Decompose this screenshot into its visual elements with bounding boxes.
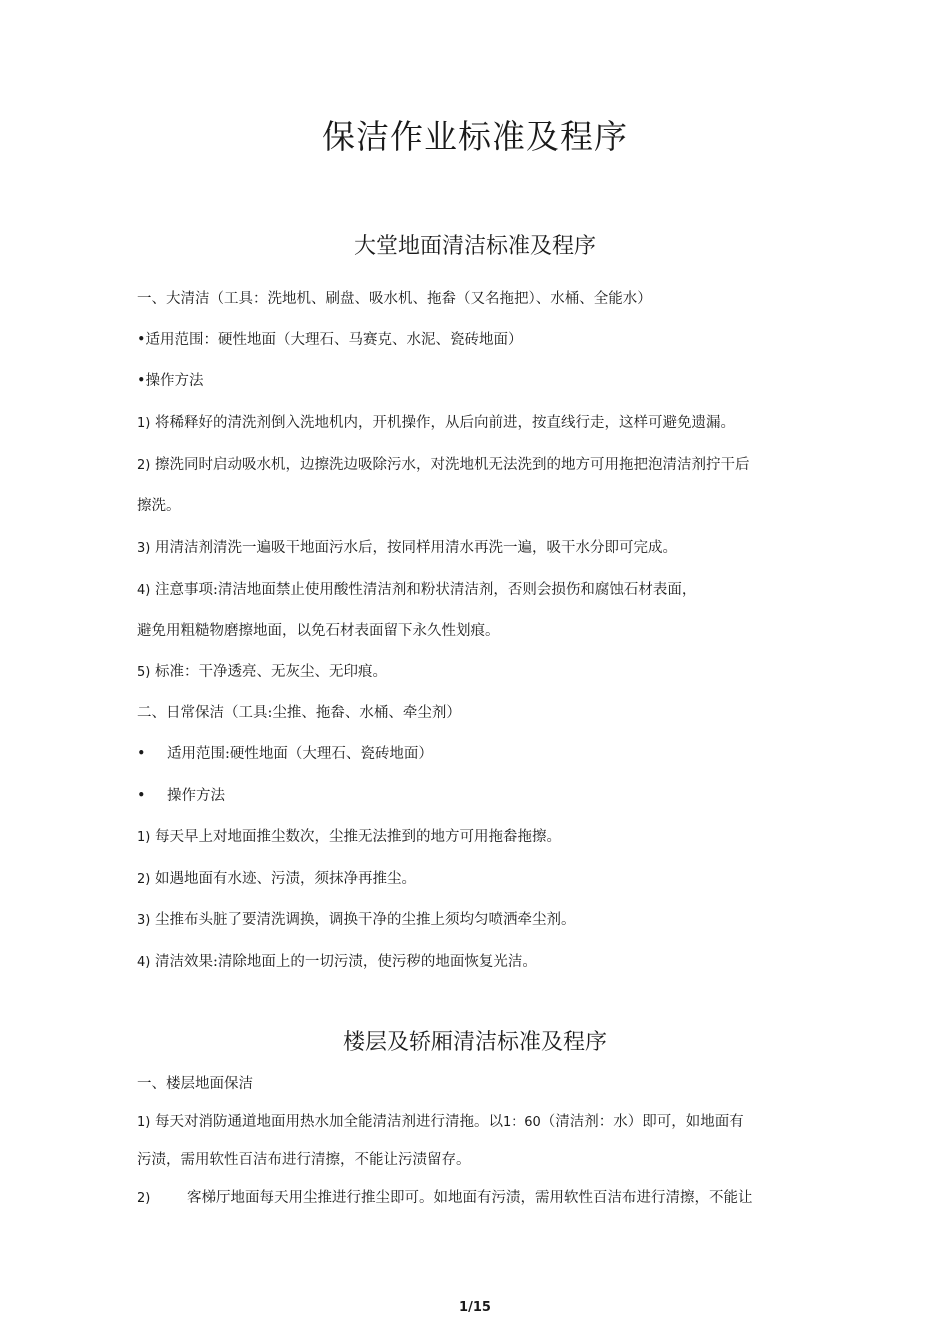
step-continuation: 避免用粗糙物磨擦地面，以免石材表面留下永久性划痕。 bbox=[137, 623, 500, 639]
step-text: 每天早上对地面推尘数次，尘推无法推到的地方可用拖畚拖擦。 bbox=[154, 829, 561, 845]
step-number: 1) bbox=[137, 416, 151, 431]
step-number: 2) bbox=[137, 1191, 151, 1206]
scope-text bbox=[137, 744, 827, 764]
section-heading-floors: 楼层及轿厢清洁标准及程序 bbox=[342, 1030, 607, 1055]
part-heading-daily: 二、日常保洁（工具:尘推、拖畚、水桶、牵尘剂） bbox=[137, 705, 461, 721]
step-item bbox=[137, 538, 827, 559]
step-item bbox=[137, 580, 827, 601]
part-heading-floor: 一、楼层地面保洁 bbox=[137, 1076, 253, 1092]
step-number: 4) bbox=[137, 583, 151, 598]
step-text: 将稀释好的清洗剂倒入洗地机内，开机操作，从后向前进，按直线行走，这样可避免遗漏。 bbox=[154, 415, 735, 431]
section-heading-lobby: 大堂地面清洁标准及程序 bbox=[353, 234, 596, 259]
step-item bbox=[137, 827, 827, 848]
step-number: 4) bbox=[137, 955, 151, 970]
step-text: 用清洁剂清洗一遍吸干地面污水后，按同样用清水再洗一遍，吸干水分即可完成。 bbox=[154, 540, 677, 556]
scope-value: 适用范围:硬性地面（大理石、瓷砖地面） bbox=[167, 746, 433, 762]
step-item bbox=[137, 1112, 827, 1133]
step-continuation: 擦洗。 bbox=[137, 498, 181, 514]
step-item bbox=[137, 662, 827, 683]
scope-text: •适用范围：硬性地面（大理石、马赛克、水泥、瓷砖地面） bbox=[137, 332, 523, 348]
step-text: 注意事项:清洁地面禁止使用酸性清洁剂和粉状清洁剂，否则会损伤和腐蚀石材表面， bbox=[154, 582, 697, 598]
step-number: 2) bbox=[137, 458, 151, 473]
step-text-a: 每天对消防通道地面用热水加全能清洁剂进行清拖。以 bbox=[154, 1114, 503, 1130]
ratio-value: 1：60 bbox=[502, 1115, 541, 1130]
method-value: 操作方法 bbox=[167, 788, 225, 804]
step-number: 1) bbox=[137, 830, 151, 845]
step-number: 5) bbox=[137, 665, 151, 680]
step-text: 如遇地面有水迹、污渍，须抹净再推尘。 bbox=[154, 871, 416, 887]
step-item bbox=[137, 413, 827, 434]
step-item bbox=[137, 869, 827, 890]
step-number: 3) bbox=[137, 913, 151, 928]
method-label: •操作方法 bbox=[137, 373, 204, 389]
step-item bbox=[137, 455, 827, 476]
step-text-b: （清洁剂：水）即可，如地面有 bbox=[540, 1114, 744, 1130]
method-label bbox=[137, 786, 827, 806]
step-continuation: 污渍，需用软性百洁布进行清擦，不能让污渍留存。 bbox=[137, 1152, 471, 1168]
bullet: • bbox=[137, 788, 146, 804]
step-number: 1) bbox=[137, 1115, 151, 1130]
step-number: 2) bbox=[137, 872, 151, 887]
step-number: 3) bbox=[137, 541, 151, 556]
step-text: 擦洗同时启动吸水机，边擦洗边吸除污水，对洗地机无法洗到的地方可用拖把泡清洁剂拧干后 bbox=[154, 457, 750, 473]
step-item bbox=[137, 1188, 827, 1209]
step-text: 尘推布头脏了要清洗调换，调换干净的尘推上须均匀喷洒牵尘剂。 bbox=[154, 912, 576, 928]
part-heading-deep-clean: 一、大清洁（工具：洗地机、刷盘、吸水机、拖畚（又名拖把）、水桶、全能水） bbox=[137, 291, 652, 307]
step-text: 标准：干净透亮、无灰尘、无印痕。 bbox=[154, 664, 387, 680]
document-title: 保洁作业标准及程序 bbox=[322, 117, 628, 156]
page-number: 1/15 bbox=[459, 1300, 491, 1315]
step-item bbox=[137, 910, 827, 931]
step-item bbox=[137, 952, 827, 973]
step-text: 客梯厅地面每天用尘推进行推尘即可。如地面有污渍，需用软性百洁布进行清擦，不能让 bbox=[187, 1190, 753, 1206]
bullet: • bbox=[137, 746, 146, 762]
step-text: 清洁效果:清除地面上的一切污渍，使污秽的地面恢复光洁。 bbox=[154, 954, 537, 970]
